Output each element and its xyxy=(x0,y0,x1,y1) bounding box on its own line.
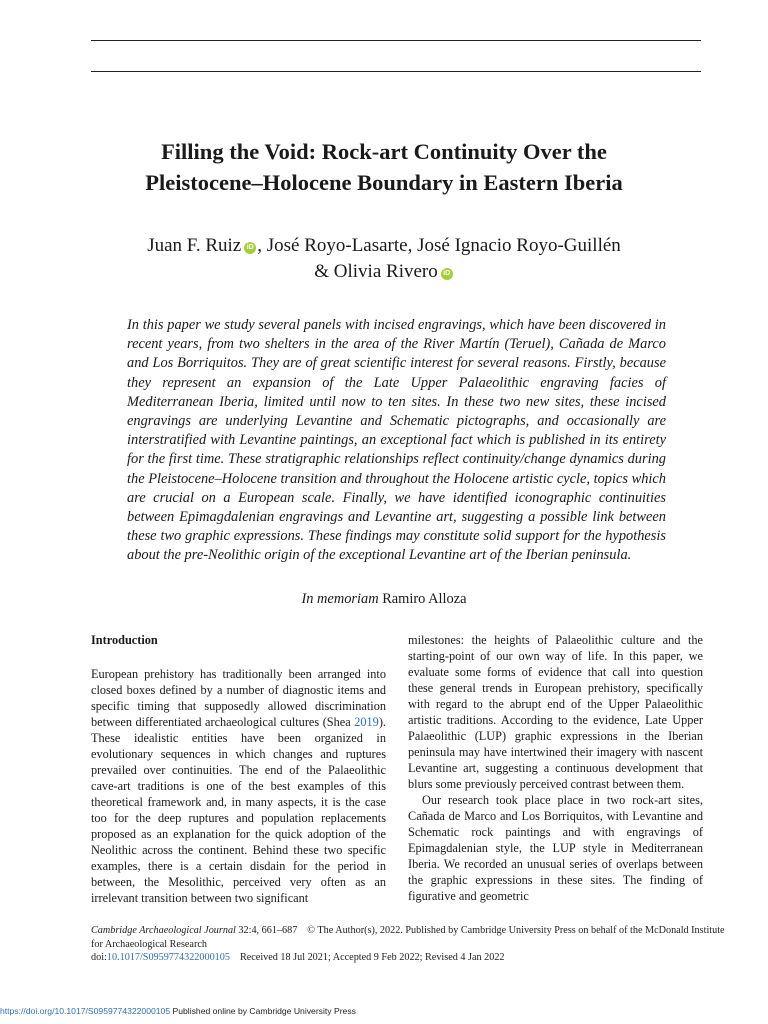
doi-link[interactable]: 10.1017/S0959774322000105 xyxy=(106,952,230,963)
author-rivero[interactable]: & Olivia Rivero xyxy=(314,261,438,282)
author-ruiz[interactable]: Juan F. Ruiz xyxy=(147,235,242,256)
orcid-icon[interactable]: iD xyxy=(244,242,256,254)
intro-paragraph-2: Our research took place place in two rock-art sites, Cañada de Marco and Los Borriquitos, with Levantine and Schematic rock paintings and with engravings of Epimagdalenian style, the LUP style in Mediterranean Iberia. We recorded an unusual series of overlaps between the graphic expressions in these sites. The finding of figurative and geometric xyxy=(408,793,703,903)
column-left xyxy=(91,632,386,906)
author-royo[interactable]: , José Royo-Lasarte, José Ignacio Royo-Guillén xyxy=(257,235,621,256)
in-memoriam-name: Ramiro Alloza xyxy=(378,591,467,607)
in-memoriam-label: In memoriam xyxy=(301,591,379,607)
title-line-2: Pleistocene–Holocene Boundary in Eastern Iberia xyxy=(145,170,623,195)
published-online-note: Published online by Cambridge University Press xyxy=(170,1006,356,1016)
intro-paragraph-1 xyxy=(91,666,386,906)
intro-text-a: European prehistory has traditionally been arranged into closed boxes defined by a number of diagnostic items and specific timing that supposedly allowed discrimination between differentiated archaeological cultures (Shea xyxy=(91,667,386,729)
intro-text-b: ). These idealistic entities have been organized in evolutionary sequences in which changes and ruptures prevailed over continuities. The end of the Palaeolithic cave-art traditions is one of the best examples of this theoretical framework and, in many aspects, it is the case too for the deep ruptures and population replacements proposed as an explanation for the quick adoption of the Neolithic across the continent. Behind these two specific examples, there is a certain disdain for the period in between, the Mesolithic, perceived very often as an irrelevant transition between two significant xyxy=(91,715,386,905)
publication-dates: Received 18 Jul 2021; Accepted 9 Feb 2022; Revised 4 Jan 2022 xyxy=(239,952,505,963)
doi-label: doi: xyxy=(91,952,107,963)
journal-name: Cambridge Archaeological Journal xyxy=(91,925,236,936)
journal-citation: 32:4, 661–687 xyxy=(235,925,298,936)
header-rule-bottom xyxy=(91,71,701,72)
intro-paragraph-1-continued: milestones: the heights of Palaeolithic culture and the starting-point of our own way of life. In this paper, we evaluate some forms of evidence that call into question these general trends in European prehistory, specifically with regard to the abrupt end of the Upper Palaeolithic artistic traditions. According to the evidence, Late Upper Palaeolithic (LUP) graphic expressions in the Iberian peninsula may have intertwined their imagery with nascent Levantine art, suggesting a continuous development that blurs some previously perceived contrast between them. xyxy=(408,633,703,791)
in-memoriam xyxy=(60,591,708,608)
copyright-notice-cont: for Archaeological Research xyxy=(91,938,207,950)
bottom-publication-bar xyxy=(0,1006,356,1016)
doi-url-link[interactable]: https://doi.org/10.1017/S0959774322000105 xyxy=(0,1006,171,1016)
article-footer xyxy=(91,924,725,965)
header-rule-top xyxy=(91,40,701,41)
column-right xyxy=(408,632,703,904)
section-heading-introduction: Introduction xyxy=(91,633,158,647)
citation-link-shea-2019[interactable]: 2019 xyxy=(354,715,379,729)
orcid-icon[interactable]: iD xyxy=(441,268,453,280)
article-title xyxy=(60,136,708,198)
abstract: In this paper we study several panels with incised engravings, which have been discovered in recent years, from two shelters in the area of the River Martín (Teruel), Cañada de Marco and Los Borriquitos. They are of great scientific interest for several reasons. Firstly, because they represent an expansion of the Late Upper Palaeolithic engraving facies of Mediterranean Iberia, limited until now to ten sites. In these two new sites, these incised engravings are underlying Levantine and Schematic pictographs, and occasionally are interstratified with Levantine paintings, an exceptional fact which is published in its entirety for the first time. These stratigraphic relationships reflect continuity/change dynamics during the Pleistocene–Holocene transition and throughout the Holocene artistic cycle, topics which are crucial on a European scale. Finally, we have identified iconographic continuities between Epimagdalenian engravings and Levantine art, suggesting a possible link between these two graphic expressions. These findings may constitute solid support for the hypothesis about the pre-Neolithic origin of the exceptional Levantine art of the Iberian peninsula. xyxy=(127,317,666,564)
copyright-notice: © The Author(s), 2022. Published by Cambridge University Press on behalf of the McDonald Institute xyxy=(307,925,725,936)
title-line-1: Filling the Void: Rock-art Continuity Over the xyxy=(161,139,607,164)
author-list xyxy=(60,233,708,285)
